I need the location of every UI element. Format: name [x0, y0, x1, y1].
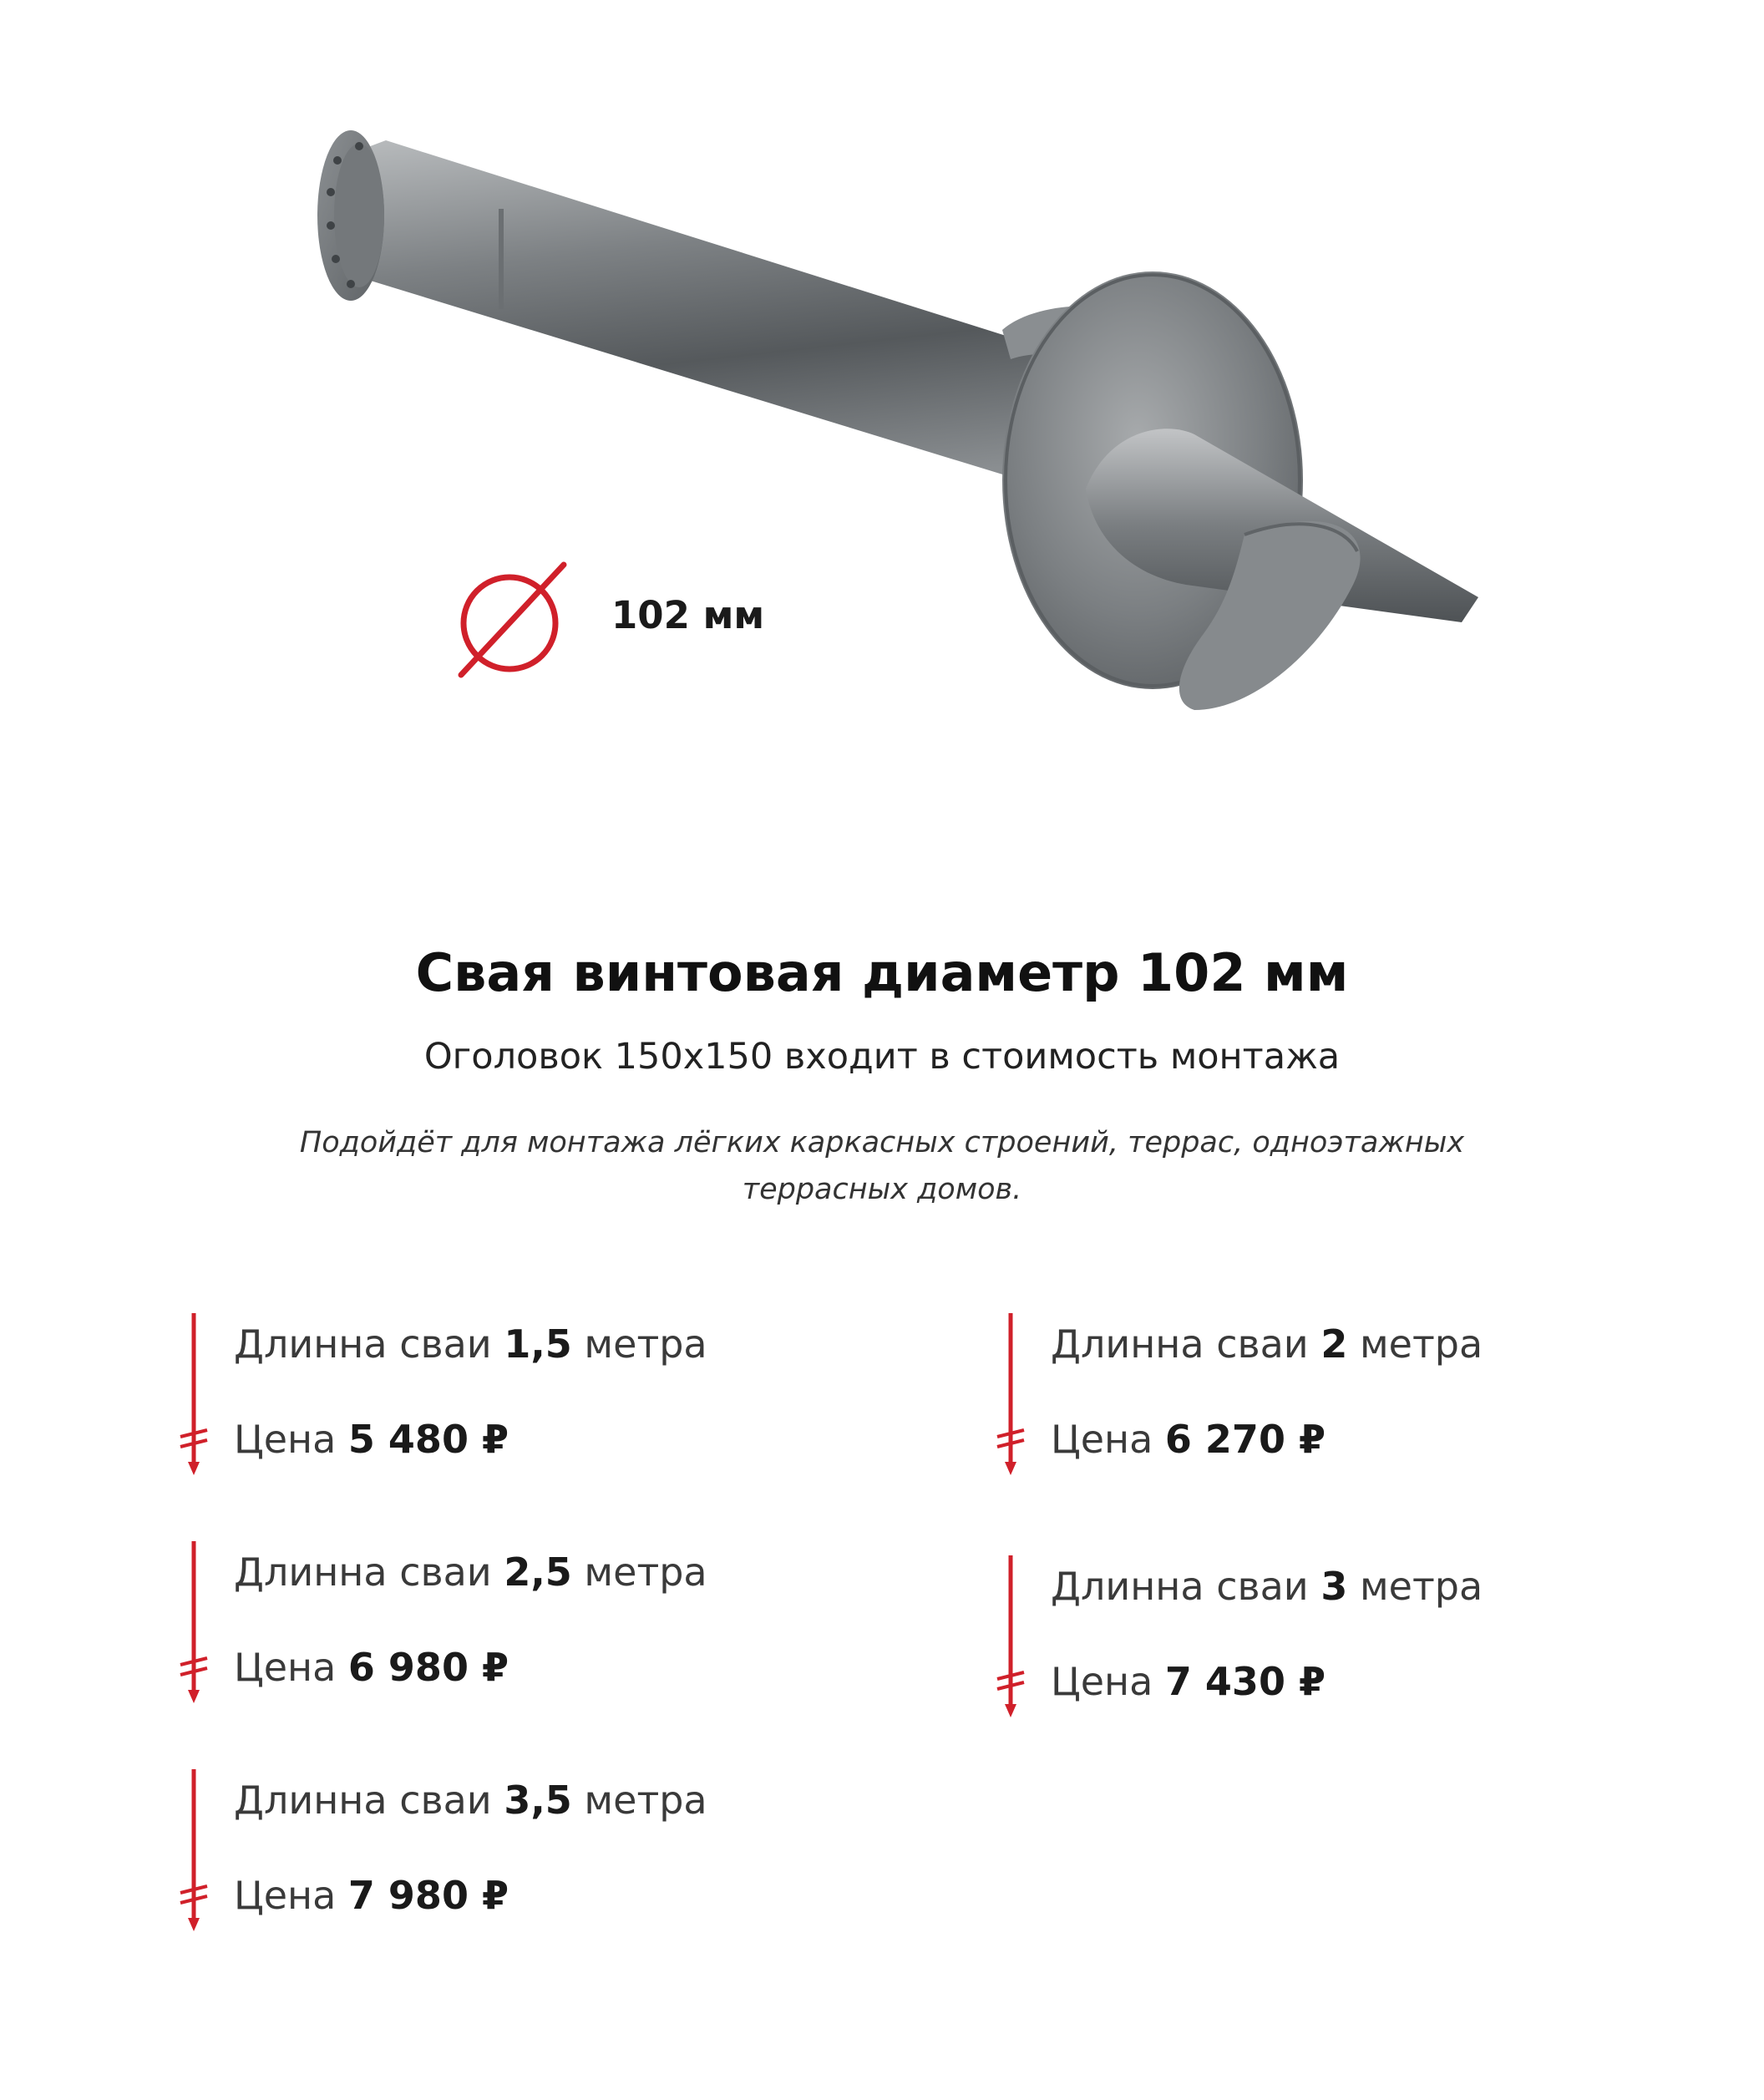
- screw-pile-image: [0, 0, 1764, 835]
- screw-pile-icon: [177, 1539, 210, 1707]
- pile-length: Длинна сваи 3 метра: [1051, 1564, 1483, 1609]
- diameter-label: 102 мм: [611, 593, 765, 637]
- pile-price: Цена 6 980 ₽: [234, 1645, 509, 1690]
- screw-pile-icon: [177, 1311, 210, 1479]
- product-description: Подойдёт для монтажа лёгких каркасных строений, террас, одноэтажных террасных домов.: [299, 1126, 1465, 1206]
- screw-pile-icon: [177, 1768, 210, 1935]
- diameter-icon: [451, 558, 576, 683]
- price-item: [177, 1539, 929, 1707]
- price-item: [994, 1311, 1746, 1479]
- pile-length: Длинна сваи 1,5 метра: [234, 1321, 707, 1367]
- pile-price: Цена 7 980 ₽: [234, 1873, 509, 1918]
- price-item: [177, 1311, 929, 1479]
- screw-pile-icon: [994, 1554, 1027, 1721]
- pile-length: Длинна сваи 2 метра: [1051, 1321, 1483, 1367]
- pile-length: Длинна сваи 3,5 метра: [234, 1778, 707, 1823]
- pile-price: Цена 7 430 ₽: [1051, 1659, 1326, 1704]
- pile-price: Цена 6 270 ₽: [1051, 1417, 1326, 1462]
- page-title: Свая винтовая диаметр 102 мм: [415, 942, 1349, 1003]
- page-subtitle: Оголовок 150х150 входит в стоимость монтажа: [423, 1036, 1341, 1078]
- price-item: [177, 1768, 929, 1935]
- pile-length: Длинна сваи 2,5 метра: [234, 1550, 707, 1595]
- product-hero: [0, 0, 1764, 835]
- screw-pile-icon: [994, 1311, 1027, 1479]
- price-item: [994, 1554, 1746, 1721]
- pile-price: Цена 5 480 ₽: [234, 1417, 509, 1462]
